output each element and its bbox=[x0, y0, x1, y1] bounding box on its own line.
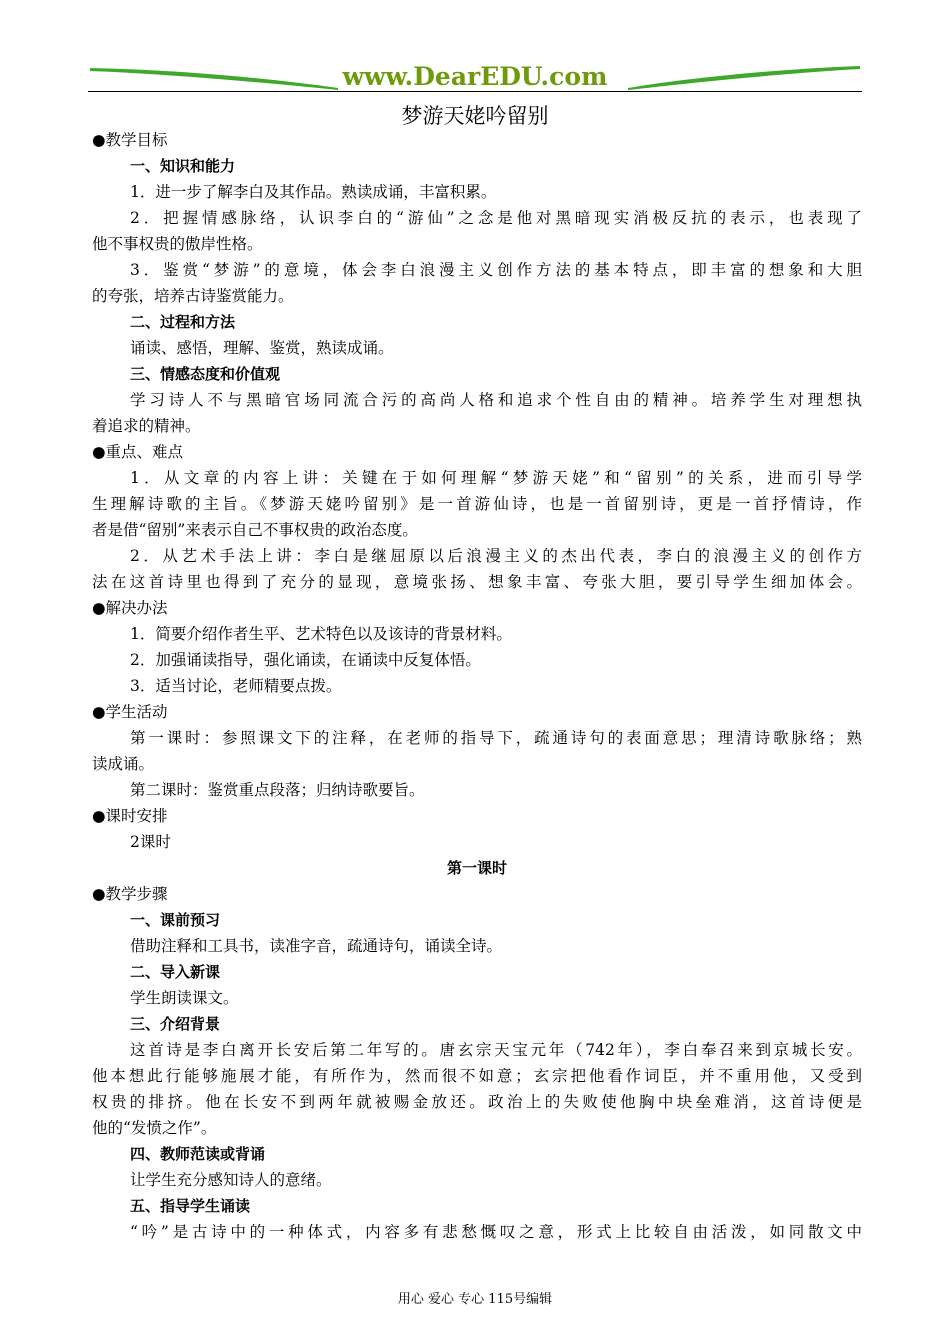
site-logo[interactable]: www.DearEDU.com bbox=[342, 62, 608, 91]
page-footer: 用心 爱心 专心 115号编辑 bbox=[397, 1292, 553, 1307]
text-line: 3．鉴赏“梦游”的意境，体会李白浪漫主义创作方法的基本特点，即丰富的想象和大胆 bbox=[130, 261, 862, 279]
text-line: 学生朗读课文。 bbox=[130, 989, 239, 1007]
text-line: 让学生充分感知诗人的意绪。 bbox=[130, 1171, 332, 1189]
section-heading: 二、导入新课 bbox=[130, 963, 221, 981]
text-line: ●课时安排 bbox=[92, 807, 168, 825]
text-line: 第二课时：鉴赏重点段落；归纳诗歌要旨。 bbox=[130, 781, 425, 799]
text-line: 生理解诗歌的主旨。《梦游天姥吟留别》是一首游仙诗，也是一首留别诗，更是一首抒情诗，作 bbox=[92, 495, 862, 513]
text-line: 借助注释和工具书，读准字音，疏通诗句，诵读全诗。 bbox=[130, 937, 503, 955]
text-line: 2．从艺术手法上讲：李白是继屈原以后浪漫主义的杰出代表，李白的浪漫主义的创作方 bbox=[130, 547, 862, 565]
text-line: 2课时 bbox=[130, 833, 171, 851]
text-line: 他的“发愤之作”。 bbox=[92, 1119, 217, 1137]
text-line: 1．简要介绍作者生平、艺术特色以及该诗的背景材料。 bbox=[130, 625, 512, 643]
text-line: 他不事权贵的傲岸性格。 bbox=[92, 235, 263, 253]
text-line: 1．从文章的内容上讲：关键在于如何理解“梦游天姥”和“留别”的关系，进而引导学 bbox=[130, 469, 862, 487]
text-line: 权贵的排挤。他在长安不到两年就被赐金放还。政治上的失败使他胸中块垒难消，这首诗便是 bbox=[92, 1093, 862, 1111]
section-heading: 二、过程和方法 bbox=[130, 313, 236, 331]
text-line: ●教学目标 bbox=[92, 131, 168, 149]
text-line: 2．把握情感脉络，认识李白的“游仙”之念是他对黑暗现实消极反抗的表示，也表现了 bbox=[130, 209, 862, 227]
section-heading: 三、情感态度和价值观 bbox=[130, 365, 281, 383]
text-line: ●学生活动 bbox=[92, 703, 168, 721]
section-heading: 四、教师范读或背诵 bbox=[130, 1145, 266, 1163]
text-line: ●重点、难点 bbox=[92, 443, 184, 461]
text-line: 学习诗人不与黑暗官场同流合污的高尚人格和追求个性自由的精神。培养学生对理想执 bbox=[130, 391, 862, 409]
header-divider bbox=[88, 91, 862, 92]
text-line: 2．加强诵读指导，强化诵读，在诵读中反复体悟。 bbox=[130, 651, 481, 669]
text-line: 诵读、感悟，理解、鉴赏，熟读成诵。 bbox=[130, 339, 394, 357]
text-line: 着追求的精神。 bbox=[92, 417, 201, 435]
text-line: 第一课时：参照课文下的注释，在老师的指导下，疏通诗句的表面意思；理清诗歌脉络；熟 bbox=[130, 729, 862, 747]
text-line: 3．适当讨论，老师精要点拨。 bbox=[130, 677, 342, 695]
text-line: 的夸张，培养古诗鉴赏能力。 bbox=[92, 287, 294, 305]
text-line: 他本想此行能够施展才能，有所作为，然而很不如意；玄宗把他看作词臣，并不重用他，又受到 bbox=[92, 1067, 862, 1085]
text-line: “吟”是古诗中的一种体式，内容多有悲愁慨叹之意，形式上比较自由活泼，如同散文中 bbox=[130, 1223, 862, 1241]
text-line: ●教学步骤 bbox=[92, 885, 168, 903]
text-line: ●解决办法 bbox=[92, 599, 168, 617]
site-header bbox=[88, 58, 862, 98]
section-heading: 一、课前预习 bbox=[130, 911, 221, 929]
document-title: 梦游天姥吟留别 bbox=[401, 104, 549, 128]
text-line: 读成诵。 bbox=[92, 755, 155, 773]
text-line: 1．进一步了解李白及其作品。熟读成诵，丰富积累。 bbox=[130, 183, 497, 201]
section-heading: 一、知识和能力 bbox=[130, 157, 236, 175]
text-line: 这首诗是李白离开长安后第二年写的。唐玄宗天宝元年（742年），李白奉召来到京城长安。 bbox=[130, 1041, 862, 1059]
section-heading: 第一课时 bbox=[446, 859, 507, 877]
text-line: 法在这首诗里也得到了充分的显现，意境张扬、想象丰富、夸张大胆，要引导学生细加体会。 bbox=[92, 573, 862, 591]
document-body bbox=[92, 127, 862, 1245]
section-heading: 五、指导学生诵读 bbox=[130, 1197, 251, 1215]
text-line: 者是借“留别”来表示自己不事权贵的政治态度。 bbox=[92, 521, 418, 539]
section-heading: 三、介绍背景 bbox=[130, 1015, 221, 1033]
